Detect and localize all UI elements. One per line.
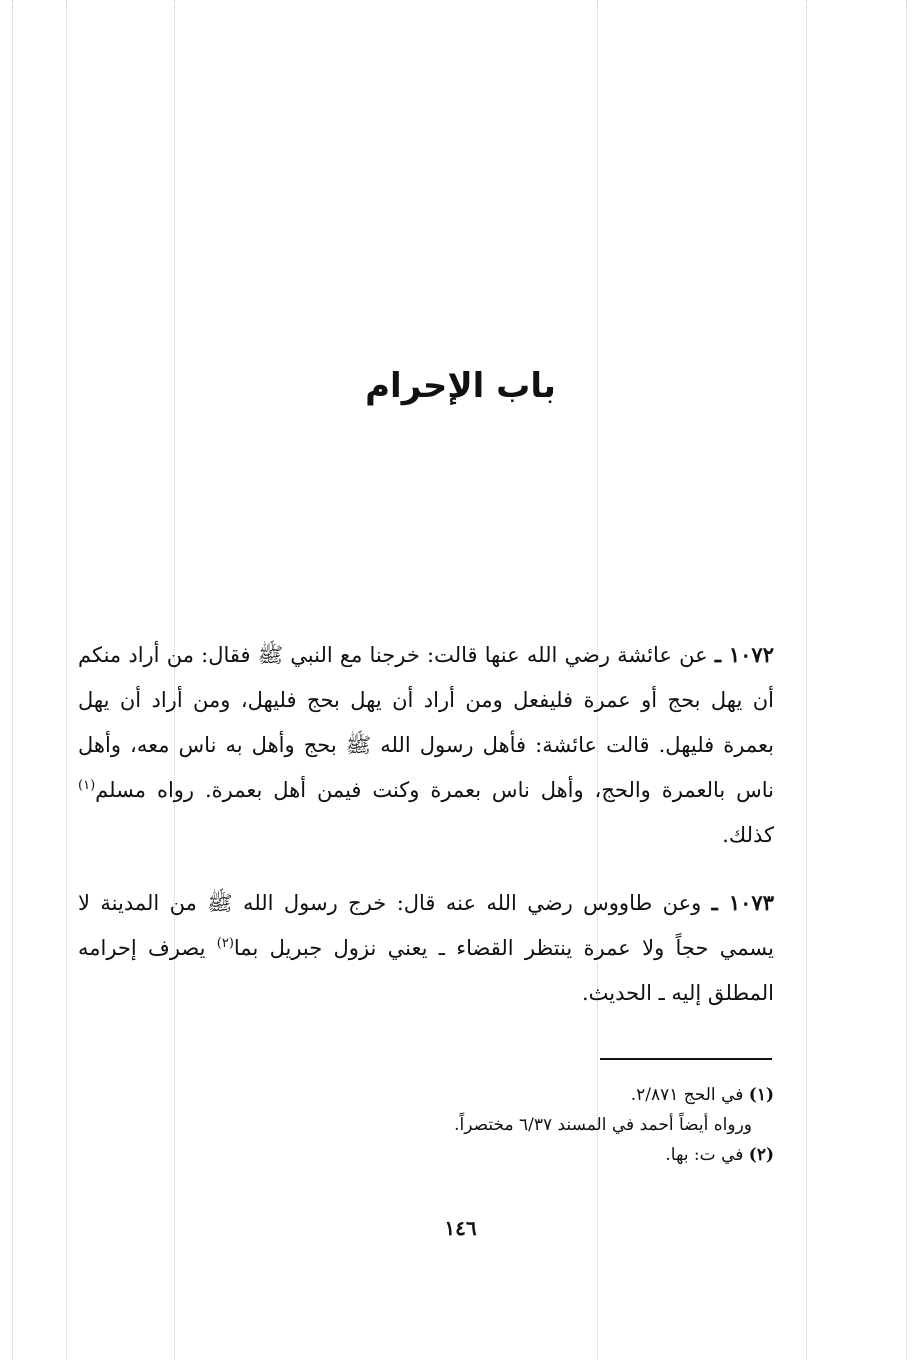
hadith-number: ١٠٧٢ ـ <box>714 642 774 667</box>
footnote-text: ورواه أيضاً أحمد في المسند ٦/٣٧ مختصراً. <box>454 1115 752 1135</box>
footnote-divider <box>600 1058 772 1060</box>
page-number: ١٤٦ <box>444 1216 477 1240</box>
scan-artifact-line <box>66 0 67 1360</box>
scan-artifact-line <box>806 0 807 1360</box>
chapter-title: باب الإحرام <box>365 366 556 406</box>
hadith-text: وعن طاووس رضي الله عنه قال: خرج رسول الله ﷺ من المدينة لا يسمي حجاً ولا عمرة ينتظر القضاء ـ يعني نزول جبريل بما <box>78 891 774 960</box>
footnote-1-continued <box>200 1110 774 1140</box>
scan-artifact-line <box>906 0 907 1360</box>
footnotes <box>200 1080 774 1170</box>
footnote-reference[interactable]: (١) <box>78 778 96 793</box>
hadith-number: ١٠٧٣ ـ <box>711 890 774 915</box>
scan-artifact-line <box>12 0 13 1360</box>
hadith-1072 <box>78 632 774 858</box>
footnote-text: في الحج ٢/٨٧١. <box>630 1085 749 1105</box>
footnote-text: في ت: بها. <box>665 1145 749 1165</box>
footnote-2 <box>200 1140 774 1170</box>
hadith-text-end: يصرف إحرامه المطلق إليه ـ الحديث. <box>78 936 774 1005</box>
hadith-text: عن عائشة رضي الله عنها قالت: خرجنا مع النبي ﷺ فقال: من أراد منكم أن يهل بحج أو عمرة فليفعل ومن أراد أن يهل بحج فليهل، ومن أراد أن يهل بعمرة فليهل. قالت عائشة: فأهل رسول الله ﷺ بحج وأهل به ناس معه، وأهل ناس بالعمرة والحج، وأهل ناس بعمرة وكنت فيمن أهل بعمرة. رواه مسلم <box>78 643 774 802</box>
footnote-1 <box>200 1080 774 1110</box>
hadith-text-end: كذلك. <box>722 823 774 847</box>
hadith-1073 <box>78 880 774 1016</box>
footnote-marker: (٢) <box>748 1145 774 1165</box>
footnote-reference[interactable]: (٢) <box>216 936 234 951</box>
footnote-marker: (١) <box>748 1085 774 1105</box>
